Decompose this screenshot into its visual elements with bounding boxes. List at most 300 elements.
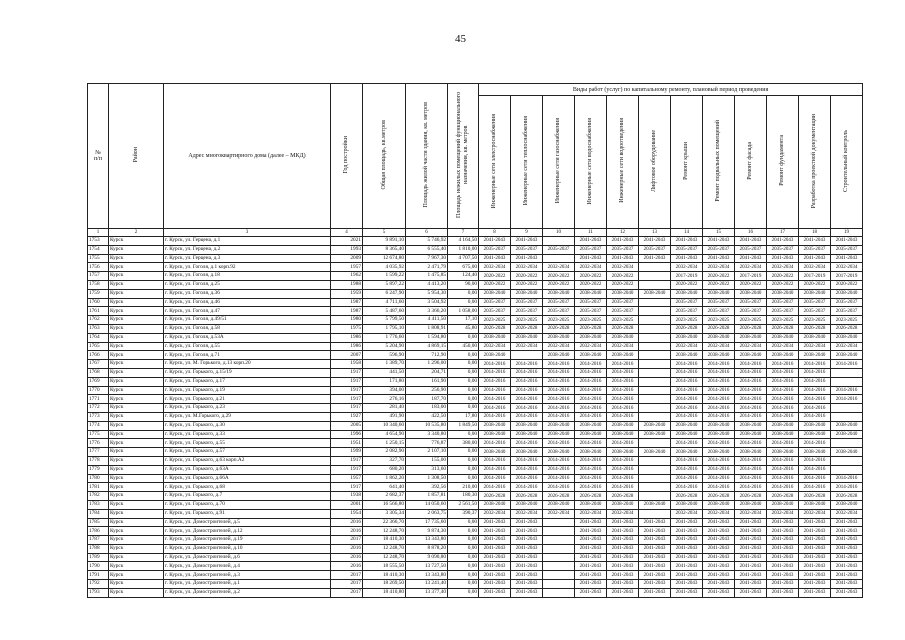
cell-work-period: 2041-2043 <box>479 562 511 571</box>
cell-address: г. Курск, ул. Гоголя, д.49/51 <box>164 316 331 325</box>
cell-work-period <box>543 580 575 589</box>
cell-work-period: 2014-2016 <box>607 368 639 377</box>
cell-nonres: 0,00 <box>448 377 479 386</box>
column-number: 12 <box>607 229 639 237</box>
cell-work-period: 2014-2016 <box>767 360 799 369</box>
cell-work-period: 2014-2016 <box>479 368 511 377</box>
cell-work-period: 2014-2016 <box>511 386 543 395</box>
cell-living: 10 535,80 <box>406 421 448 430</box>
cell-work-period: 2041-2043 <box>735 237 767 246</box>
cell-work-period: 2041-2043 <box>479 254 511 263</box>
cell-nonres: 17,80 <box>448 412 479 421</box>
cell-work-period: 2041-2043 <box>767 518 799 527</box>
cell-work-period: 2014-2016 <box>767 368 799 377</box>
cell-total: 2 682,37 <box>363 492 406 501</box>
cell-work-period: 2035-2037 <box>671 307 703 316</box>
cell-n: 1766 <box>88 351 109 360</box>
cell-work-period: 2038-2040 <box>575 333 607 342</box>
cell-work-period: 2014-2016 <box>511 395 543 404</box>
cell-work-period: 2032-2034 <box>511 509 543 518</box>
cell-n: 1784 <box>88 509 109 518</box>
cell-work-period: 2038-2040 <box>607 351 639 360</box>
cell-work-period <box>639 412 671 421</box>
table-row <box>88 316 863 325</box>
table-row <box>88 474 863 483</box>
cell-work-period: 2041-2043 <box>767 237 799 246</box>
cell-work-period: 2020-2022 <box>479 272 511 281</box>
cell-year: 1987 <box>331 307 363 316</box>
cell-total: 4 654,90 <box>363 430 406 439</box>
cell-district: Курск <box>109 254 164 263</box>
cell-district: Курск <box>109 289 164 298</box>
cell-work-period <box>639 404 671 413</box>
cell-total: 491,90 <box>363 412 406 421</box>
cell-work-period: 2041-2043 <box>575 553 607 562</box>
table-row <box>88 544 863 553</box>
cell-nonres: 0,00 <box>448 527 479 536</box>
cell-living: 7 967,30 <box>406 254 448 263</box>
cell-work-period: 2038-2040 <box>671 333 703 342</box>
cell-work-period: 2032-2034 <box>799 509 831 518</box>
cell-work-period: 2041-2043 <box>735 588 767 597</box>
cell-work-period: 2014-2016 <box>479 395 511 404</box>
cell-n: 1775 <box>88 430 109 439</box>
cell-work-period: 2014-2016 <box>543 377 575 386</box>
cell-work-period: 2014-2016 <box>671 483 703 492</box>
cell-total: 441,50 <box>363 368 406 377</box>
cell-year: 1987 <box>331 298 363 307</box>
cell-work-period: 2014-2016 <box>479 465 511 474</box>
header-work-gas <box>543 96 575 229</box>
cell-work-period: 2035-2037 <box>543 298 575 307</box>
cell-work-period: 2032-2034 <box>607 509 639 518</box>
cell-work-period: 2041-2043 <box>511 562 543 571</box>
cell-total: 5 799,50 <box>363 316 406 325</box>
cell-total: 2 082,90 <box>363 448 406 457</box>
cell-district: Курск <box>109 562 164 571</box>
cell-work-period: 2014-2016 <box>735 474 767 483</box>
cell-work-period: 2014-2016 <box>511 439 543 448</box>
cell-work-period <box>639 333 671 342</box>
cell-work-period: 2041-2043 <box>831 536 863 545</box>
cell-work-period: 2026-2028 <box>767 324 799 333</box>
cell-work-period: 2023-2025 <box>767 316 799 325</box>
cell-nonres: 90,00 <box>448 280 479 289</box>
cell-work-period: 2026-2028 <box>575 324 607 333</box>
cell-address: г. Курск, ул. Горького, д.66А <box>164 474 331 483</box>
table-row <box>88 280 863 289</box>
cell-work-period: 2038-2040 <box>831 351 863 360</box>
cell-work-period <box>543 544 575 553</box>
cell-work-period: 2038-2040 <box>511 500 543 509</box>
cell-n: 1765 <box>88 342 109 351</box>
cell-district: Курск <box>109 368 164 377</box>
header-work-label: Ремонт фундамента <box>779 135 786 187</box>
cell-work-period: 2014-2016 <box>735 368 767 377</box>
cell-n: 1776 <box>88 439 109 448</box>
cell-work-period: 2041-2043 <box>479 588 511 597</box>
header-work-label: Ремонт фасада <box>747 141 754 180</box>
cell-living: 5 954,30 <box>406 289 448 298</box>
cell-work-period <box>831 465 863 474</box>
cell-district: Курск <box>109 342 164 351</box>
cell-work-period: 2014-2016 <box>543 439 575 448</box>
cell-work-period: 2038-2040 <box>799 430 831 439</box>
cell-work-period: 2041-2043 <box>575 571 607 580</box>
cell-work-period: 2038-2040 <box>703 421 735 430</box>
cell-work-period: 2014-2016 <box>703 439 735 448</box>
cell-living: 14 050,60 <box>406 500 448 509</box>
cell-total: 641,40 <box>363 483 406 492</box>
cell-work-period: 2038-2040 <box>575 430 607 439</box>
cell-n: 1788 <box>88 544 109 553</box>
cell-work-period: 2014-2016 <box>543 474 575 483</box>
cell-work-period: 2041-2043 <box>607 580 639 589</box>
cell-work-period: 2020-2022 <box>607 280 639 289</box>
cell-work-period: 2041-2043 <box>575 580 607 589</box>
cell-work-period: 2014-2016 <box>799 377 831 386</box>
cell-work-period: 2017-2019 <box>735 272 767 281</box>
cell-work-period: 2038-2040 <box>479 421 511 430</box>
cell-work-period <box>543 562 575 571</box>
cell-work-period: 2014-2016 <box>735 404 767 413</box>
cell-work-period: 2041-2043 <box>639 536 671 545</box>
cell-work-period: 2038-2040 <box>543 333 575 342</box>
cell-living: 1 308,50 <box>406 474 448 483</box>
cell-work-period: 2041-2043 <box>767 254 799 263</box>
cell-living: 422,50 <box>406 412 448 421</box>
cell-living: 13 727,50 <box>406 562 448 571</box>
cell-work-period: 2041-2043 <box>607 571 639 580</box>
cell-work-period: 2038-2040 <box>703 289 735 298</box>
column-number-row <box>88 229 863 237</box>
table-row <box>88 298 863 307</box>
column-number: 17 <box>767 229 799 237</box>
cell-work-period: 2014-2016 <box>479 483 511 492</box>
column-number: 11 <box>575 229 607 237</box>
cell-work-period: 2038-2040 <box>831 289 863 298</box>
cell-work-period: 2041-2043 <box>671 536 703 545</box>
cell-work-period: 2014-2016 <box>479 377 511 386</box>
header-work-label: Лифтовое оборудование <box>651 129 658 192</box>
cell-district: Курск <box>109 553 164 562</box>
cell-n: 1753 <box>88 237 109 246</box>
cell-work-period: 2041-2043 <box>511 553 543 562</box>
cell-work-period <box>831 404 863 413</box>
table-row <box>88 324 863 333</box>
cell-work-period: 2041-2043 <box>607 237 639 246</box>
cell-nonres: 1 058,00 <box>448 307 479 316</box>
cell-work-period: 2032-2034 <box>703 263 735 272</box>
header-work-roof <box>671 96 703 229</box>
cell-work-period: 2038-2040 <box>799 351 831 360</box>
cell-work-period: 2041-2043 <box>735 571 767 580</box>
cell-work-period: 2041-2043 <box>703 580 735 589</box>
cell-work-period: 2041-2043 <box>703 562 735 571</box>
cell-district: Курск <box>109 580 164 589</box>
cell-nonres: 0,00 <box>448 588 479 597</box>
cell-n: 1757 <box>88 272 109 281</box>
cell-work-period: 2041-2043 <box>479 544 511 553</box>
cell-work-period: 2032-2034 <box>543 342 575 351</box>
cell-district: Курск <box>109 395 164 404</box>
cell-district: Курск <box>109 272 164 281</box>
cell-work-period: 2035-2037 <box>671 298 703 307</box>
header-work-foundation <box>767 96 799 229</box>
cell-work-period: 2041-2043 <box>607 527 639 536</box>
cell-year: 1957 <box>331 263 363 272</box>
cell-district: Курск <box>109 404 164 413</box>
cell-district: Курск <box>109 377 164 386</box>
cell-work-period: 2014-2016 <box>767 456 799 465</box>
cell-work-period: 2014-2016 <box>703 360 735 369</box>
cell-work-period: 2038-2040 <box>511 289 543 298</box>
header-work-label: Инженерные сети электроснабжения <box>491 113 498 209</box>
cell-n: 1756 <box>88 263 109 272</box>
cell-work-period: 2014-2016 <box>831 360 863 369</box>
cell-work-period: 2038-2040 <box>479 333 511 342</box>
cell-work-period: 2038-2040 <box>735 430 767 439</box>
table-row <box>88 456 863 465</box>
cell-work-period: 2014-2016 <box>575 360 607 369</box>
cell-work-period: 2041-2043 <box>671 254 703 263</box>
cell-nonres: 0,00 <box>448 404 479 413</box>
cell-work-period <box>639 351 671 360</box>
cell-work-period: 2014-2016 <box>607 483 639 492</box>
cell-address: г. Курск, ул. Домостроителей, д.6 <box>164 553 331 562</box>
cell-living: 4 413,20 <box>406 280 448 289</box>
cell-work-period: 2014-2016 <box>767 465 799 474</box>
cell-work-period: 2014-2016 <box>767 395 799 404</box>
table-row <box>88 360 863 369</box>
cell-work-period: 2038-2040 <box>607 421 639 430</box>
cell-work-period: 2032-2034 <box>607 342 639 351</box>
cell-work-period <box>639 439 671 448</box>
cell-year: 2017 <box>331 588 363 597</box>
cell-living: 9 874,30 <box>406 527 448 536</box>
cell-work-period: 2014-2016 <box>671 386 703 395</box>
header-living-area <box>406 84 448 229</box>
cell-work-period: 2041-2043 <box>479 527 511 536</box>
table-row <box>88 518 863 527</box>
cell-total: 22 366,70 <box>363 518 406 527</box>
cell-work-period: 2041-2043 <box>511 536 543 545</box>
cell-work-period: 2014-2016 <box>511 404 543 413</box>
cell-year: 2017 <box>331 571 363 580</box>
cell-work-period: 2038-2040 <box>607 430 639 439</box>
cell-work-period: 2041-2043 <box>511 588 543 597</box>
cell-n: 1763 <box>88 324 109 333</box>
cell-work-period <box>639 298 671 307</box>
cell-year: 1996 <box>331 430 363 439</box>
cell-work-period: 2026-2028 <box>543 492 575 501</box>
cell-district: Курск <box>109 351 164 360</box>
cell-work-period: 2041-2043 <box>831 254 863 263</box>
cell-work-period: 2038-2040 <box>543 500 575 509</box>
header-work-label: Ремонт подвальных помещений <box>715 120 722 202</box>
cell-work-period: 2014-2016 <box>735 465 767 474</box>
cell-work-period: 2041-2043 <box>607 518 639 527</box>
cell-n: 1754 <box>88 245 109 254</box>
cell-nonres: 450,00 <box>448 342 479 351</box>
cell-work-period: 2014-2016 <box>735 456 767 465</box>
cell-work-period: 2026-2028 <box>511 324 543 333</box>
cell-work-period: 2014-2016 <box>575 395 607 404</box>
table-row <box>88 351 863 360</box>
cell-work-period: 2026-2028 <box>703 492 735 501</box>
cell-work-period: 2014-2016 <box>543 456 575 465</box>
cell-work-period: 2020-2022 <box>511 280 543 289</box>
cell-nonres: 17,10 <box>448 316 479 325</box>
cell-district: Курск <box>109 500 164 509</box>
cell-n: 1782 <box>88 492 109 501</box>
cell-work-period: 2032-2034 <box>735 342 767 351</box>
cell-total: 8 365,40 <box>363 245 406 254</box>
cell-work-period: 2035-2037 <box>639 245 671 254</box>
cell-n: 1777 <box>88 448 109 457</box>
cell-n: 1791 <box>88 571 109 580</box>
cell-work-period: 2014-2016 <box>831 474 863 483</box>
table-row <box>88 562 863 571</box>
cell-work-period: 2035-2037 <box>479 298 511 307</box>
cell-work-period: 2041-2043 <box>831 544 863 553</box>
cell-work-period: 2014-2016 <box>607 360 639 369</box>
cell-work-period: 2041-2043 <box>607 544 639 553</box>
cell-work-period: 2014-2016 <box>703 465 735 474</box>
cell-work-period: 2041-2043 <box>671 588 703 597</box>
cell-year: 2016 <box>331 544 363 553</box>
cell-work-period: 2041-2043 <box>799 518 831 527</box>
cell-work-period <box>639 386 671 395</box>
cell-work-period: 2035-2037 <box>575 245 607 254</box>
table-row <box>88 553 863 562</box>
cell-work-period: 2041-2043 <box>831 237 863 246</box>
cell-living: 2 471,79 <box>406 263 448 272</box>
cell-work-period: 2032-2034 <box>543 509 575 518</box>
cell-work-period: 2038-2040 <box>671 448 703 457</box>
column-number: 13 <box>639 229 671 237</box>
cell-work-period: 2035-2037 <box>799 298 831 307</box>
cell-work-period: 2038-2040 <box>671 289 703 298</box>
cell-work-period: 2032-2034 <box>575 263 607 272</box>
cell-address: г. Курск, ул. Герцена, д.3 <box>164 254 331 263</box>
table-row <box>88 412 863 421</box>
table-row <box>88 289 863 298</box>
cell-address: г. Курск, ул. Гоголя, д.1 корп.92 <box>164 263 331 272</box>
cell-n: 1761 <box>88 307 109 316</box>
cell-work-period <box>639 280 671 289</box>
cell-work-period: 2020-2022 <box>799 280 831 289</box>
cell-work-period: 2014-2016 <box>831 395 863 404</box>
cell-work-period: 2038-2040 <box>799 421 831 430</box>
cell-work-period: 2014-2016 <box>607 412 639 421</box>
cell-work-period: 2014-2016 <box>543 404 575 413</box>
cell-work-period: 2020-2022 <box>671 280 703 289</box>
cell-work-period: 2038-2040 <box>543 289 575 298</box>
cell-address: г. Курск, ул. Гоголя, д.46 <box>164 298 331 307</box>
cell-n: 1785 <box>88 518 109 527</box>
cell-work-period <box>639 395 671 404</box>
cell-work-period: 2014-2016 <box>735 395 767 404</box>
table-row <box>88 404 863 413</box>
cell-work-period: 2038-2040 <box>703 448 735 457</box>
table-header <box>88 84 863 237</box>
cell-work-period: 2041-2043 <box>831 518 863 527</box>
cell-work-period: 2038-2040 <box>575 421 607 430</box>
cell-work-period: 2014-2016 <box>479 412 511 421</box>
cell-work-period: 2014-2016 <box>799 360 831 369</box>
cell-work-period: 2035-2037 <box>831 307 863 316</box>
cell-work-period: 2041-2043 <box>799 553 831 562</box>
cell-work-period: 2014-2016 <box>511 474 543 483</box>
cell-work-period: 2041-2043 <box>703 571 735 580</box>
cell-year: 1917 <box>331 386 363 395</box>
cell-living: 3 504,92 <box>406 298 448 307</box>
cell-work-period: 2032-2034 <box>767 509 799 518</box>
cell-work-period: 2014-2016 <box>607 465 639 474</box>
cell-work-period: 2041-2043 <box>799 536 831 545</box>
cell-work-period: 2041-2043 <box>511 237 543 246</box>
cell-work-period: 2041-2043 <box>799 588 831 597</box>
cell-work-period: 2041-2043 <box>479 536 511 545</box>
cell-district: Курск <box>109 412 164 421</box>
cell-total: 12 248,70 <box>363 544 406 553</box>
cell-work-period: 2014-2016 <box>479 474 511 483</box>
cell-address: г. Курск, ул. Домостроителей, д.1 <box>164 580 331 589</box>
cell-work-period: 2041-2043 <box>767 536 799 545</box>
cell-work-period: 2032-2034 <box>671 509 703 518</box>
cell-work-period: 2026-2028 <box>575 492 607 501</box>
cell-work-period: 2014-2016 <box>671 465 703 474</box>
cell-work-period: 2014-2016 <box>703 404 735 413</box>
cell-address: г. Курск, ул. Горького, д.63А <box>164 465 331 474</box>
cell-work-period: 2014-2016 <box>479 404 511 413</box>
cell-work-period: 2032-2034 <box>511 263 543 272</box>
cell-district: Курск <box>109 360 164 369</box>
cell-work-period: 2026-2028 <box>703 324 735 333</box>
capital-repair-table <box>87 83 863 598</box>
cell-living: 13 343,80 <box>406 571 448 580</box>
cell-work-period: 2023-2025 <box>799 316 831 325</box>
cell-work-period: 2041-2043 <box>767 580 799 589</box>
cell-living: 1 296,00 <box>406 360 448 369</box>
cell-work-period: 2038-2040 <box>575 448 607 457</box>
cell-work-period: 2038-2040 <box>511 421 543 430</box>
cell-work-period: 2041-2043 <box>831 580 863 589</box>
cell-work-period: 2014-2016 <box>575 474 607 483</box>
cell-work-period: 2020-2022 <box>543 272 575 281</box>
cell-n: 1769 <box>88 377 109 386</box>
cell-work-period: 2032-2034 <box>831 263 863 272</box>
cell-work-period: 2020-2022 <box>575 280 607 289</box>
cell-year: 1959 <box>331 289 363 298</box>
cell-n: 1767 <box>88 360 109 369</box>
cell-total: 276,16 <box>363 395 406 404</box>
cell-work-period: 2035-2037 <box>831 298 863 307</box>
cell-district: Курск <box>109 571 164 580</box>
cell-work-period: 2014-2016 <box>767 474 799 483</box>
cell-work-period: 2014-2016 <box>671 474 703 483</box>
cell-work-period: 2014-2016 <box>607 456 639 465</box>
cell-work-period: 2023-2025 <box>607 316 639 325</box>
cell-total: 18 410,30 <box>363 571 406 580</box>
cell-work-period: 2014-2016 <box>799 412 831 421</box>
header-nonres-area <box>448 84 479 229</box>
cell-nonres: 0,00 <box>448 386 479 395</box>
cell-n: 1787 <box>88 536 109 545</box>
cell-work-period: 2014-2016 <box>735 386 767 395</box>
cell-work-period: 2041-2043 <box>735 518 767 527</box>
